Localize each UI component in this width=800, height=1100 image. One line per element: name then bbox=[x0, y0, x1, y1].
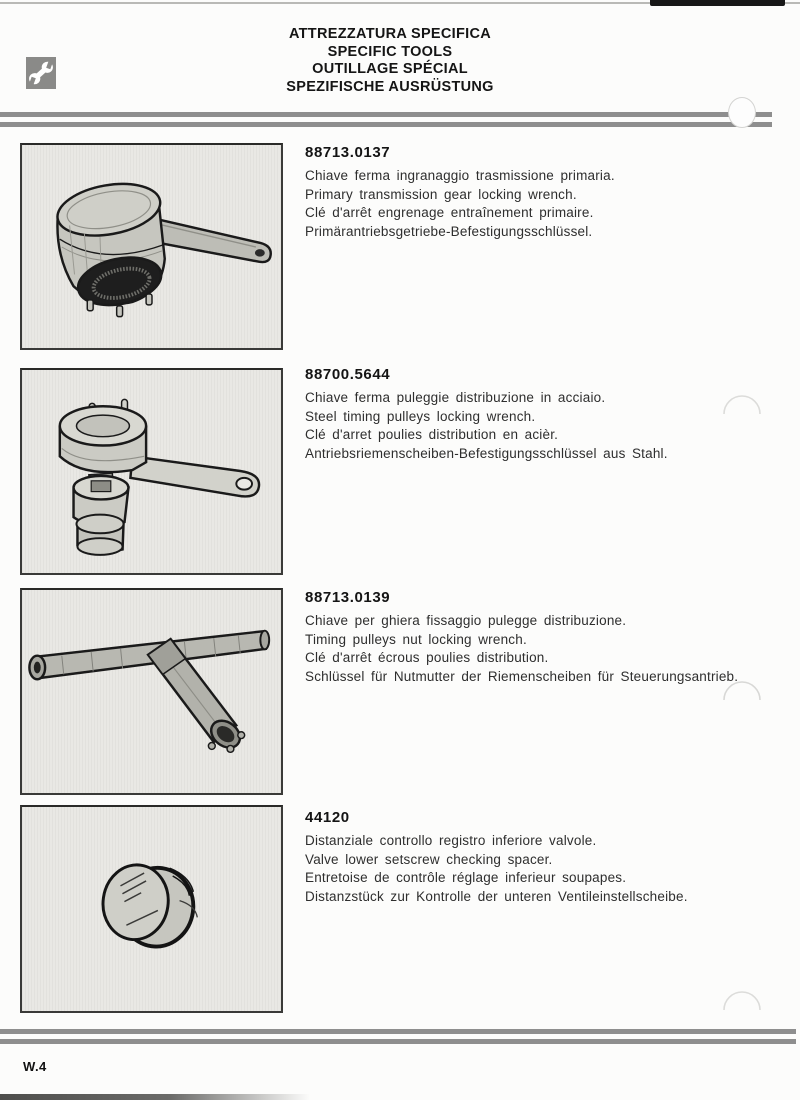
description-german: Antriebsriemenscheiben-Befestigungsschlüssel aus Stahl. bbox=[305, 445, 668, 461]
punch-hole bbox=[728, 97, 756, 128]
description-french: Entretoise de contrôle réglage inferieur soupapes. bbox=[305, 870, 627, 886]
description-english: Primary transmission gear locking wrench. bbox=[305, 186, 577, 202]
tool-image-box bbox=[20, 143, 283, 350]
footer-double-rule bbox=[0, 1029, 796, 1045]
tool-image-box bbox=[20, 805, 283, 1013]
scan-bottom-edge bbox=[0, 1094, 310, 1100]
header-double-rule bbox=[0, 112, 772, 129]
description-german: Primärantriebsgetriebe-Befestigungsschlüssel. bbox=[305, 223, 593, 239]
tool-illustration-cup-wrench bbox=[22, 145, 281, 348]
tool-entry bbox=[305, 144, 780, 241]
description-french: Clé d'arrêt écrous poulies distribution. bbox=[305, 650, 549, 666]
tool-image-box bbox=[20, 368, 283, 575]
description-english: Valve lower setscrew checking spacer. bbox=[305, 851, 553, 867]
title-italian: ATTREZZATURA SPECIFICA bbox=[288, 26, 492, 42]
page-number: W.4 bbox=[23, 1059, 47, 1074]
title-english: SPECIFIC TOOLS bbox=[327, 43, 453, 60]
description-english: Timing pulleys nut locking wrench. bbox=[305, 631, 527, 647]
tool-illustration-pin-wrench bbox=[22, 370, 281, 573]
punch-hole-mark bbox=[720, 982, 764, 1012]
description-italian: Distanziale controllo registro inferiore valvole. bbox=[305, 833, 597, 848]
tool-entry bbox=[305, 809, 780, 906]
description-french: Clé d'arrêt engrenage entraînement primaire. bbox=[305, 205, 594, 221]
tool-entry bbox=[305, 589, 780, 686]
section-title-block bbox=[0, 26, 780, 96]
part-number: 88713.0139 bbox=[305, 589, 391, 606]
part-number: 88700.5644 bbox=[305, 366, 391, 383]
description-french: Clé d'arret poulies distribution en acièr. bbox=[305, 427, 559, 443]
description-italian: Chiave per ghiera fissaggio pulegge distribuzione. bbox=[305, 613, 627, 628]
description-german: Distanzstück zur Kontrolle der unteren Ventileinstellscheibe. bbox=[305, 888, 688, 904]
scan-top-black-bar bbox=[650, 0, 785, 6]
title-german: SPEZIFISCHE AUSRÜSTUNG bbox=[286, 78, 494, 95]
tool-illustration-spacer bbox=[22, 807, 281, 1011]
tool-entry bbox=[305, 366, 780, 463]
description-german: Schlüssel für Nutmutter der Riemenscheiben für Steuerungsantrieb. bbox=[305, 668, 739, 684]
part-number: 88713.0137 bbox=[305, 144, 391, 161]
tool-illustration-t-handle-wrench bbox=[22, 590, 281, 793]
part-number: 44120 bbox=[305, 809, 350, 826]
description-english: Steel timing pulleys locking wrench. bbox=[305, 408, 536, 424]
title-french: OUTILLAGE SPÉCIAL bbox=[312, 61, 468, 77]
tool-image-box bbox=[20, 588, 283, 795]
description-italian: Chiave ferma ingranaggio trasmissione primaria. bbox=[305, 168, 615, 183]
description-italian: Chiave ferma puleggie distribuzione in acciaio. bbox=[305, 390, 606, 405]
